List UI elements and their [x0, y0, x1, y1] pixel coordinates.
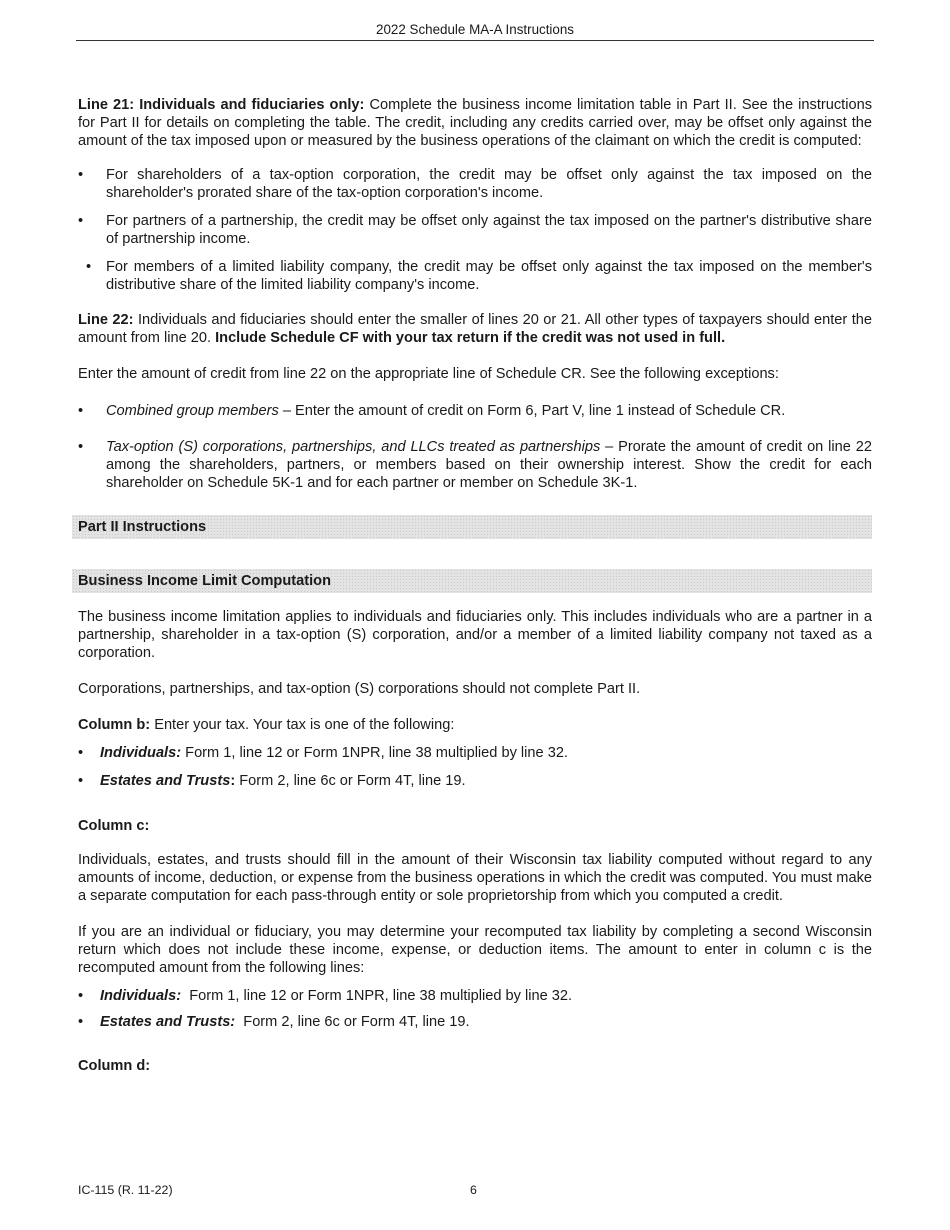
enter-amount-paragraph: Enter the amount of credit from line 22 on the appropriate line of Schedule CR. See the following exceptions:	[78, 366, 779, 382]
column-b-item-text: Form 2, line 6c or Form 4T, line 19.	[235, 773, 466, 789]
exception-term: Combined group members	[106, 403, 279, 419]
column-d-label: Column d:	[78, 1058, 151, 1074]
line22-label: Line 22:	[78, 312, 134, 328]
column-c-term: Individuals:	[100, 988, 182, 1004]
column-c-item-text: Form 2, line 6c or Form 4T, line 19.	[235, 1014, 470, 1030]
bullet-icon: •	[78, 988, 84, 1004]
list-item-text: For members of a limited liability company, the credit may be offset only against the tax imposed on the member's distributive share of the limited liability company's income.	[106, 259, 872, 293]
column-c-para1: Individuals, estates, and trusts should fill in the amount of their Wisconsin tax liability computed without regard to any amounts of income, deduction, or expense from the business operations in which the credit was computed. You must make a separate computation for each pass-through entity or sole proprietorship from which you computed a credit.	[78, 852, 872, 904]
line22-text: Individuals and fiduciaries should enter the smaller of lines 20 or 21. All other types of taxpayers should enter the amount from line 20.	[78, 312, 872, 346]
bullet-icon: •	[78, 167, 84, 183]
column-b-term: Individuals:	[100, 745, 182, 761]
list-item	[78, 402, 872, 420]
page-content	[78, 96, 872, 1075]
column-c-para2: If you are an individual or fiduciary, you may determine your recomputed tax liability by completing a second Wisconsin return which does not include these income, expense, or deduction items. The amount to enter in column c is the recomputed amount from the following lines:	[78, 924, 872, 976]
footer-page-number: 6	[470, 1183, 477, 1197]
line22-paragraph	[78, 311, 872, 347]
bullet-icon: •	[78, 745, 84, 761]
page-header	[76, 21, 874, 41]
list-item	[78, 212, 872, 248]
bullet-icon: •	[78, 213, 84, 229]
list-item	[78, 1013, 872, 1031]
column-b-text: Enter your tax. Your tax is one of the following:	[150, 717, 455, 733]
bullet-icon: •	[86, 259, 92, 275]
list-item	[78, 987, 872, 1005]
exception-text: – Prorate the amount of credit on line 22 among the shareholders, partners, or members based on their ownership interest. Show the credit for each shareholder on Schedule 5K-1 and for each partner or member on Schedule 3K-1.	[106, 439, 872, 491]
column-c-item-text: Form 1, line 12 or Form 1NPR, line 38 multiplied by line 32.	[181, 988, 573, 1004]
bullet-icon: •	[78, 1014, 84, 1030]
part2-intro: The business income limitation applies to individuals and fiduciaries only. This includes individuals who are a partner in a partnership, shareholder in a tax-option (S) corporation, and/or a member of a limited liability company not taxed as a corporation.	[78, 609, 872, 661]
line21-text: Complete the business income limitation table in Part II. See the instructions for Part II for details on completing the table. The credit, including any credits carried over, may be offset only against the amount of the tax imposed upon or measured by the business operations of the claimant on which the credit is computed:	[78, 97, 872, 149]
exception-text: – Enter the amount of credit on Form 6, Part V, line 1 instead of Schedule CR.	[278, 403, 786, 419]
exception-term: Tax-option (S) corporations, partnerships, and LLCs treated as partnerships	[106, 439, 601, 455]
part2-heading-text: Part II Instructions	[78, 519, 207, 535]
header-title: 2022 Schedule MA-A Instructions	[376, 22, 574, 37]
list-item-text: For partners of a partnership, the credit may be offset only against the tax imposed on the partner's distributive share of partnership income.	[106, 213, 872, 247]
line21-label: Line 21: Individuals and fiduciaries only:	[78, 97, 365, 113]
list-item	[78, 772, 872, 790]
line22-bold-text: Include Schedule CF with your tax return if the credit was not used in full.	[215, 330, 726, 346]
business-income-heading	[72, 569, 872, 593]
list-item-text: For shareholders of a tax-option corporation, the credit may be offset only against the tax imposed on the shareholder's prorated share of the tax-option corporation's income.	[106, 167, 872, 201]
column-b-label: Column b:	[78, 717, 151, 733]
business-income-heading-text: Business Income Limit Computation	[78, 573, 331, 589]
column-b-item-text: Form 1, line 12 or Form 1NPR, line 38 multiplied by line 32.	[181, 745, 568, 761]
footer-form-id: IC-115 (R. 11-22)	[78, 1183, 173, 1197]
list-item	[78, 438, 872, 492]
column-b-paragraph	[78, 716, 872, 734]
column-c-term: Estates and Trusts:	[100, 1014, 236, 1030]
bullet-icon: •	[78, 439, 84, 455]
list-item	[78, 744, 872, 762]
list-item	[78, 166, 872, 202]
column-b-colon: :	[230, 773, 236, 789]
column-c-label: Column c:	[78, 818, 150, 834]
corporations-note: Corporations, partnerships, and tax-option (S) corporations should not complete Part II.	[78, 681, 641, 697]
part2-heading	[72, 515, 872, 539]
line21-paragraph	[78, 96, 872, 150]
list-item	[78, 258, 872, 294]
bullet-icon: •	[78, 403, 84, 419]
bullet-icon: •	[78, 773, 84, 789]
column-b-term: Estates and Trusts	[100, 773, 231, 789]
